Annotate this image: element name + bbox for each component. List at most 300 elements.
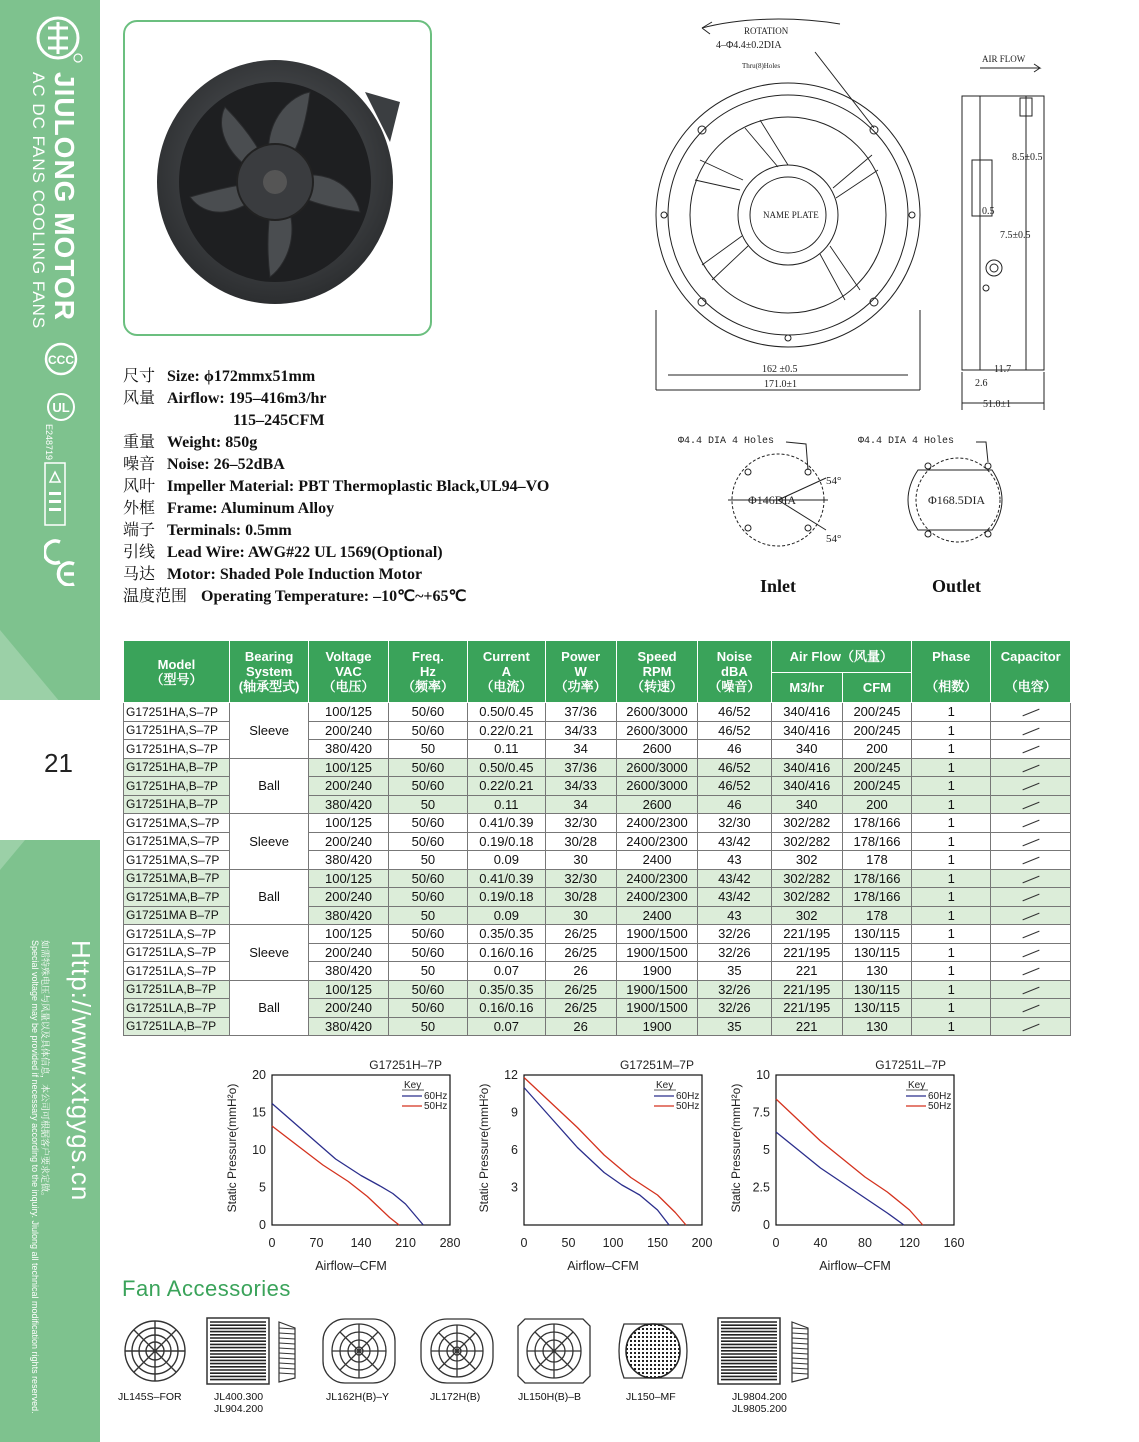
- dim-171: 171.0±1: [764, 379, 797, 390]
- cell-phase: 1: [912, 777, 991, 796]
- cell-voltage: 100/125: [309, 703, 388, 722]
- spec-motor: 马达 Motor: Shaded Pole Induction Motor: [123, 566, 423, 583]
- not-applicable-icon: [1022, 801, 1039, 809]
- thru-label: Thru(8)Holes: [742, 62, 781, 70]
- cell-speed: 2400/2300: [616, 869, 697, 888]
- y-tick-label: 7.5: [752, 1105, 770, 1120]
- cell-cfm: 130: [842, 962, 911, 981]
- inlet-caption: Inlet: [760, 576, 796, 596]
- cell-cfm: 178: [842, 906, 911, 925]
- page-number: 21: [44, 748, 73, 778]
- filter-louver-icon: [205, 1316, 313, 1386]
- cell-current: 0.41/0.39: [468, 869, 545, 888]
- cell-cfm: 200: [842, 795, 911, 814]
- spec-noise: 噪音 Noise: 26–52dBA: [123, 456, 285, 473]
- spec-lead-wire: 引线 Lead Wire: AWG#22 UL 1569(Optional): [123, 544, 443, 561]
- cell-power: 26: [545, 1017, 616, 1036]
- cell-current: 0.50/0.45: [468, 758, 545, 777]
- cell-capacitor: [991, 758, 1071, 777]
- cell-freq: 50/60: [388, 832, 467, 851]
- louver-side-slat: [792, 1338, 808, 1339]
- cell-m3hr: 340: [771, 740, 842, 759]
- accessory-label-4: JL172H(B): [430, 1391, 481, 1403]
- cell-m3hr: 302/282: [771, 888, 842, 907]
- cell-capacitor: [991, 943, 1071, 962]
- x-tick-label: 70: [309, 1236, 324, 1250]
- cell-speed: 1900/1500: [616, 925, 697, 944]
- ul-number: E248719: [44, 424, 54, 461]
- cell-m3hr: 302: [771, 851, 842, 870]
- cell-noise: 46/52: [698, 703, 771, 722]
- name-plate-label: NAME PLATE: [763, 210, 819, 220]
- cell-speed: 2600/3000: [616, 758, 697, 777]
- x-tick-label: 200: [691, 1236, 713, 1250]
- x-tick-label: 120: [899, 1236, 920, 1250]
- cell-speed: 2400/2300: [616, 814, 697, 833]
- cell-speed: 2400: [616, 906, 697, 925]
- cell-capacitor: [991, 721, 1071, 740]
- y-tick-label: 3: [511, 1180, 518, 1195]
- cell-capacitor: [991, 832, 1071, 851]
- cell-current: 0.22/0.21: [468, 721, 545, 740]
- website-url: Http://www.xtgygs.cn: [66, 940, 96, 1202]
- cell-phase: 1: [912, 962, 991, 981]
- cell-model: G17251MA,S–7P: [124, 832, 230, 851]
- accessory-label-5: JL150H(B)–B: [518, 1391, 582, 1403]
- cell-voltage: 200/240: [309, 721, 388, 740]
- cell-power: 32/30: [545, 869, 616, 888]
- not-applicable-icon: [1022, 838, 1039, 846]
- cell-phase: 1: [912, 851, 991, 870]
- dim-11-7: 11.7: [994, 364, 1012, 375]
- cell-model: G17251HA,B–7P: [124, 758, 230, 777]
- cell-m3hr: 340/416: [771, 721, 842, 740]
- cell-power: 26/25: [545, 943, 616, 962]
- not-applicable-icon: [1022, 857, 1039, 865]
- cell-speed: 2400/2300: [616, 888, 697, 907]
- header-freq: Freq. Hz （频率）: [388, 641, 467, 703]
- header-noise: Noise dBA （噪音）: [698, 641, 771, 703]
- cell-current: 0.22/0.21: [468, 777, 545, 796]
- cell-capacitor: [991, 962, 1071, 981]
- cell-speed: 2400/2300: [616, 832, 697, 851]
- cell-freq: 50/60: [388, 999, 467, 1018]
- cell-model: G17251LA,B–7P: [124, 999, 230, 1018]
- chart-1: [225, 1058, 460, 1273]
- header-current: Current A （电流）: [468, 641, 545, 703]
- cell-voltage: 200/240: [309, 888, 388, 907]
- louver-side-slat: [279, 1328, 295, 1329]
- cell-voltage: 100/125: [309, 869, 388, 888]
- x-tick-label: 50: [561, 1236, 576, 1250]
- cell-speed: 2600: [616, 740, 697, 759]
- spec-impeller: 风叶 Impeller Material: PBT Thermoplastic Black,UL94–VO: [123, 478, 550, 495]
- dim-51: 51.0±1: [983, 399, 1011, 410]
- cell-speed: 2600/3000: [616, 703, 697, 722]
- ul-cert-icon: [44, 392, 78, 422]
- outlet-dia: Φ168.5DIA: [928, 493, 986, 507]
- product-photo: [123, 20, 432, 336]
- cell-current: 0.16/0.16: [468, 999, 545, 1018]
- cell-voltage: 380/420: [309, 795, 388, 814]
- legend-series-label: 50Hz: [424, 1101, 448, 1112]
- header-phase: Phase （相数）: [912, 641, 991, 703]
- legend-key-label: Key: [908, 1080, 926, 1091]
- performance-charts: [220, 1055, 980, 1277]
- chart-3: [729, 1058, 964, 1273]
- cell-noise: 32/26: [698, 925, 771, 944]
- cell-model: G17251MA,S–7P: [124, 814, 230, 833]
- cell-power: 30: [545, 851, 616, 870]
- cell-noise: 43/42: [698, 832, 771, 851]
- louver-side-slat: [792, 1363, 808, 1364]
- y-tick-label: 0: [259, 1218, 266, 1232]
- spec-size: 尺寸 Size: ϕ172mmx51mm: [123, 368, 316, 385]
- louver-side-slat: [792, 1353, 808, 1354]
- cell-current: 0.07: [468, 1017, 545, 1036]
- louver-side-slat: [279, 1348, 295, 1349]
- inlet-dia: Φ146DIA: [748, 493, 797, 507]
- cell-voltage: 200/240: [309, 999, 388, 1018]
- cell-power: 32/30: [545, 814, 616, 833]
- cell-voltage: 200/240: [309, 777, 388, 796]
- not-applicable-icon: [1022, 764, 1039, 772]
- header-capacitor: Capacitor （电容）: [991, 641, 1071, 703]
- cell-capacitor: [991, 795, 1071, 814]
- cell-m3hr: 302/282: [771, 869, 842, 888]
- cell-cfm: 178: [842, 851, 911, 870]
- cell-freq: 50/60: [388, 925, 467, 944]
- cell-noise: 43/42: [698, 869, 771, 888]
- cell-speed: 1900/1500: [616, 999, 697, 1018]
- cell-bearing: Ball: [229, 980, 308, 1036]
- table-row: [124, 814, 1071, 833]
- cell-model: G17251LA,S–7P: [124, 925, 230, 944]
- louver-side-slat: [279, 1353, 295, 1354]
- louver-side-slat: [279, 1343, 295, 1344]
- outlet-holes-label: Φ4.4 DIA 4 Holes: [858, 436, 955, 447]
- cell-cfm: 130/115: [842, 925, 911, 944]
- ce-mark-icon: [44, 538, 78, 586]
- y-tick-label: 10: [252, 1143, 266, 1157]
- cell-power: 26/25: [545, 999, 616, 1018]
- x-axis-label: Airflow–CFM: [315, 1259, 387, 1273]
- cell-cfm: 200/245: [842, 758, 911, 777]
- header-speed: Speed RPM （转速）: [616, 641, 697, 703]
- cell-current: 0.16/0.16: [468, 943, 545, 962]
- legend-key-label: Key: [656, 1080, 674, 1091]
- cell-noise: 32/26: [698, 999, 771, 1018]
- cell-model: G17251MA B–7P: [124, 906, 230, 925]
- cell-cfm: 130: [842, 1017, 911, 1036]
- louver-side-slat: [792, 1343, 808, 1344]
- louver-side-slat: [279, 1363, 295, 1364]
- x-tick-label: 0: [520, 1236, 528, 1250]
- cell-capacitor: [991, 980, 1071, 999]
- brand-subtitle: AC DC FANS COOLING FANS: [29, 72, 48, 330]
- cell-freq: 50/60: [388, 777, 467, 796]
- cell-cfm: 200/245: [842, 777, 911, 796]
- cell-freq: 50: [388, 795, 467, 814]
- cell-model: G17251HA,B–7P: [124, 777, 230, 796]
- cell-speed: 1900/1500: [616, 980, 697, 999]
- not-applicable-icon: [1022, 949, 1039, 957]
- cell-freq: 50: [388, 1017, 467, 1036]
- table-row: [124, 758, 1071, 777]
- side-view: [962, 54, 1044, 410]
- cell-speed: 1900/1500: [616, 943, 697, 962]
- spec-list: [123, 366, 549, 608]
- spec-weight: 重量 Weight: 850g: [123, 434, 258, 451]
- legend-series-label: 60Hz: [424, 1091, 448, 1102]
- cell-m3hr: 340: [771, 795, 842, 814]
- x-axis-label: Airflow–CFM: [567, 1259, 639, 1273]
- x-tick-label: 100: [602, 1236, 624, 1250]
- y-axis-label: Static Pressure(mmH²o): [729, 1083, 743, 1213]
- cell-capacitor: [991, 925, 1071, 944]
- louver-side-slat: [279, 1338, 295, 1339]
- cell-m3hr: 221/195: [771, 999, 842, 1018]
- dim-7-5: 7.5±0.5: [1000, 230, 1031, 241]
- technical-drawing: [640, 10, 1070, 610]
- svg-text:CCC: CCC: [48, 353, 74, 367]
- cell-voltage: 100/125: [309, 980, 388, 999]
- cell-current: 0.11: [468, 795, 545, 814]
- cell-noise: 43/42: [698, 888, 771, 907]
- cell-phase: 1: [912, 832, 991, 851]
- spec-frame: 外框 Frame: Aluminum Alloy: [123, 500, 335, 517]
- cell-bearing: Ball: [229, 869, 308, 925]
- cell-freq: 50/60: [388, 721, 467, 740]
- cell-m3hr: 221: [771, 1017, 842, 1036]
- not-applicable-icon: [1022, 783, 1039, 791]
- cell-cfm: 200: [842, 740, 911, 759]
- cell-freq: 50/60: [388, 703, 467, 722]
- louver-side-slat: [279, 1373, 295, 1374]
- cell-freq: 50: [388, 906, 467, 925]
- not-applicable-icon: [1022, 912, 1039, 920]
- accessory-label-3: JL162H(B)–Y: [326, 1391, 390, 1403]
- jiulong-logo-icon: [34, 14, 84, 66]
- not-applicable-icon: [1022, 968, 1039, 976]
- header-voltage: Voltage VAC （电压）: [309, 641, 388, 703]
- accessory-label-7: JL9804.200 JL9805.200: [732, 1391, 787, 1415]
- cell-voltage: 380/420: [309, 851, 388, 870]
- cell-power: 34: [545, 740, 616, 759]
- y-tick-label: 2.5: [752, 1180, 770, 1195]
- cell-freq: 50/60: [388, 980, 467, 999]
- cell-capacitor: [991, 851, 1071, 870]
- cell-voltage: 380/420: [309, 962, 388, 981]
- spec-terminals: 端子 Terminals: 0.5mm: [123, 522, 292, 539]
- dim-2-6: 2.6: [975, 378, 988, 389]
- warning-label-icon: [44, 462, 66, 526]
- cell-noise: 46/52: [698, 777, 771, 796]
- inlet-angle-top: 54°: [826, 475, 842, 487]
- table-row: [124, 869, 1071, 888]
- cell-m3hr: 221: [771, 962, 842, 981]
- cell-freq: 50/60: [388, 814, 467, 833]
- cell-model: G17251MA,B–7P: [124, 888, 230, 907]
- ccc-cert-icon: [44, 342, 78, 376]
- cell-power: 34/33: [545, 721, 616, 740]
- cell-phase: 1: [912, 758, 991, 777]
- cell-current: 0.09: [468, 851, 545, 870]
- note-chinese: 如需特殊电压与风量以及具体信息，本公司可根据客户要求定做。: [40, 940, 50, 1202]
- cell-bearing: Sleeve: [229, 925, 308, 981]
- cell-speed: 2600/3000: [616, 721, 697, 740]
- cell-power: 34: [545, 795, 616, 814]
- louver-side-slat: [792, 1348, 808, 1349]
- dim-8-5: 8.5±0.5: [1012, 152, 1043, 163]
- x-tick-label: 80: [858, 1236, 872, 1250]
- cell-current: 0.07: [468, 962, 545, 981]
- header-m3hr: M3/hr: [771, 673, 842, 703]
- cell-capacitor: [991, 999, 1071, 1018]
- cell-noise: 32/26: [698, 943, 771, 962]
- fan-photo-image: [125, 22, 430, 334]
- header-model: Model （型号）: [124, 641, 230, 703]
- louver-side-slat: [792, 1328, 808, 1329]
- cell-phase: 1: [912, 795, 991, 814]
- cell-capacitor: [991, 740, 1071, 759]
- cell-freq: 50: [388, 851, 467, 870]
- cell-capacitor: [991, 814, 1071, 833]
- cell-voltage: 100/125: [309, 814, 388, 833]
- cell-power: 30/28: [545, 832, 616, 851]
- cell-power: 26/25: [545, 925, 616, 944]
- cell-noise: 35: [698, 962, 771, 981]
- cell-m3hr: 302/282: [771, 832, 842, 851]
- cell-current: 0.35/0.35: [468, 925, 545, 944]
- cell-m3hr: 221/195: [771, 980, 842, 999]
- y-tick-label: 9: [511, 1105, 518, 1120]
- cell-current: 0.19/0.18: [468, 888, 545, 907]
- outlet-caption: Outlet: [932, 576, 981, 596]
- cell-current: 0.19/0.18: [468, 832, 545, 851]
- not-applicable-icon: [1022, 1023, 1039, 1031]
- cell-model: G17251MA,S–7P: [124, 851, 230, 870]
- brand-name: JIULONG MOTOR: [49, 72, 80, 321]
- spec-airflow-cfm: 115–245CFM: [233, 412, 325, 429]
- cell-cfm: 130/115: [842, 980, 911, 999]
- cell-model: G17251HA,S–7P: [124, 703, 230, 722]
- cell-model: G17251LA,B–7P: [124, 980, 230, 999]
- cell-cfm: 200/245: [842, 703, 911, 722]
- cell-model: G17251MA,B–7P: [124, 869, 230, 888]
- cell-capacitor: [991, 1017, 1071, 1036]
- cell-model: G17251HA,S–7P: [124, 740, 230, 759]
- cell-noise: 46: [698, 795, 771, 814]
- cell-current: 0.35/0.35: [468, 980, 545, 999]
- cell-speed: 2600: [616, 795, 697, 814]
- legend-key-label: Key: [404, 1080, 422, 1091]
- cell-power: 37/36: [545, 758, 616, 777]
- x-axis-label: Airflow–CFM: [819, 1259, 891, 1273]
- guard-round-icon: [418, 1316, 496, 1386]
- holes-label: 4–Φ4.4±0.2DIA: [716, 40, 782, 51]
- note-english: Special voltage may be provided if necessary according to the inquiry. Jiulong all technical modification rights reserved.: [30, 940, 40, 1414]
- cell-capacitor: [991, 703, 1071, 722]
- accessory-label-6: JL150–MF: [626, 1391, 676, 1403]
- x-tick-label: 40: [813, 1236, 828, 1250]
- header-cfm: CFM: [842, 673, 911, 703]
- x-tick-label: 160: [943, 1236, 965, 1250]
- not-applicable-icon: [1022, 875, 1039, 883]
- legend-series-label: 60Hz: [676, 1091, 700, 1102]
- cell-model: G17251LA,B–7P: [124, 1017, 230, 1036]
- cell-voltage: 200/240: [309, 832, 388, 851]
- cell-freq: 50/60: [388, 869, 467, 888]
- cell-capacitor: [991, 906, 1071, 925]
- cell-capacitor: [991, 888, 1071, 907]
- cell-freq: 50: [388, 962, 467, 981]
- cell-model: G17251LA,S–7P: [124, 943, 230, 962]
- cell-power: 37/36: [545, 703, 616, 722]
- x-tick-label: 0: [268, 1236, 276, 1250]
- cell-phase: 1: [912, 999, 991, 1018]
- cell-capacitor: [991, 869, 1071, 888]
- cell-model: G17251HA,S–7P: [124, 721, 230, 740]
- louver-side-slat: [792, 1333, 808, 1334]
- cell-phase: 1: [912, 740, 991, 759]
- louver-side-slat: [279, 1358, 295, 1359]
- accessory-label-2: JL400.300 JL904.200: [214, 1391, 264, 1415]
- cell-cfm: 178/166: [842, 869, 911, 888]
- y-tick-label: 6: [511, 1143, 518, 1157]
- chart-title: G17251L–7P: [875, 1058, 946, 1072]
- cell-phase: 1: [912, 1017, 991, 1036]
- cell-voltage: 200/240: [309, 943, 388, 962]
- louver-side-slat: [792, 1368, 808, 1369]
- legend-series-label: 50Hz: [676, 1101, 700, 1112]
- cell-m3hr: 340/416: [771, 703, 842, 722]
- y-tick-label: 15: [252, 1105, 266, 1120]
- cell-power: 30: [545, 906, 616, 925]
- cell-voltage: 380/420: [309, 1017, 388, 1036]
- cell-cfm: 130/115: [842, 943, 911, 962]
- cell-m3hr: 221/195: [771, 943, 842, 962]
- not-applicable-icon: [1022, 727, 1039, 735]
- dim-0-5: 0.5: [982, 206, 995, 217]
- louver-side-slat: [792, 1358, 808, 1359]
- cell-m3hr: 221/195: [771, 925, 842, 944]
- mesh-filter-icon: [614, 1316, 692, 1386]
- cell-m3hr: 302/282: [771, 814, 842, 833]
- louver-side-slat: [279, 1368, 295, 1369]
- cell-cfm: 200/245: [842, 721, 911, 740]
- y-tick-label: 0: [763, 1218, 770, 1232]
- header-power: Power W （功率）: [545, 641, 616, 703]
- x-tick-label: 0: [772, 1236, 780, 1250]
- table-row: [124, 980, 1071, 999]
- legend-series-label: 50Hz: [928, 1101, 952, 1112]
- louver-side-slat: [279, 1333, 295, 1334]
- front-view: [656, 19, 920, 390]
- cell-freq: 50/60: [388, 943, 467, 962]
- cell-bearing: Sleeve: [229, 814, 308, 870]
- cell-noise: 32/30: [698, 814, 771, 833]
- cell-speed: 1900: [616, 1017, 697, 1036]
- legend-series-label: 60Hz: [928, 1091, 952, 1102]
- chart-title: G17251H–7P: [369, 1058, 442, 1072]
- table-row: [124, 703, 1071, 722]
- cell-m3hr: 302: [771, 906, 842, 925]
- chart-title: G17251M–7P: [619, 1058, 694, 1072]
- cell-bearing: Sleeve: [229, 703, 308, 759]
- air-flow-label: AIR FLOW: [982, 54, 1026, 64]
- cell-phase: 1: [912, 814, 991, 833]
